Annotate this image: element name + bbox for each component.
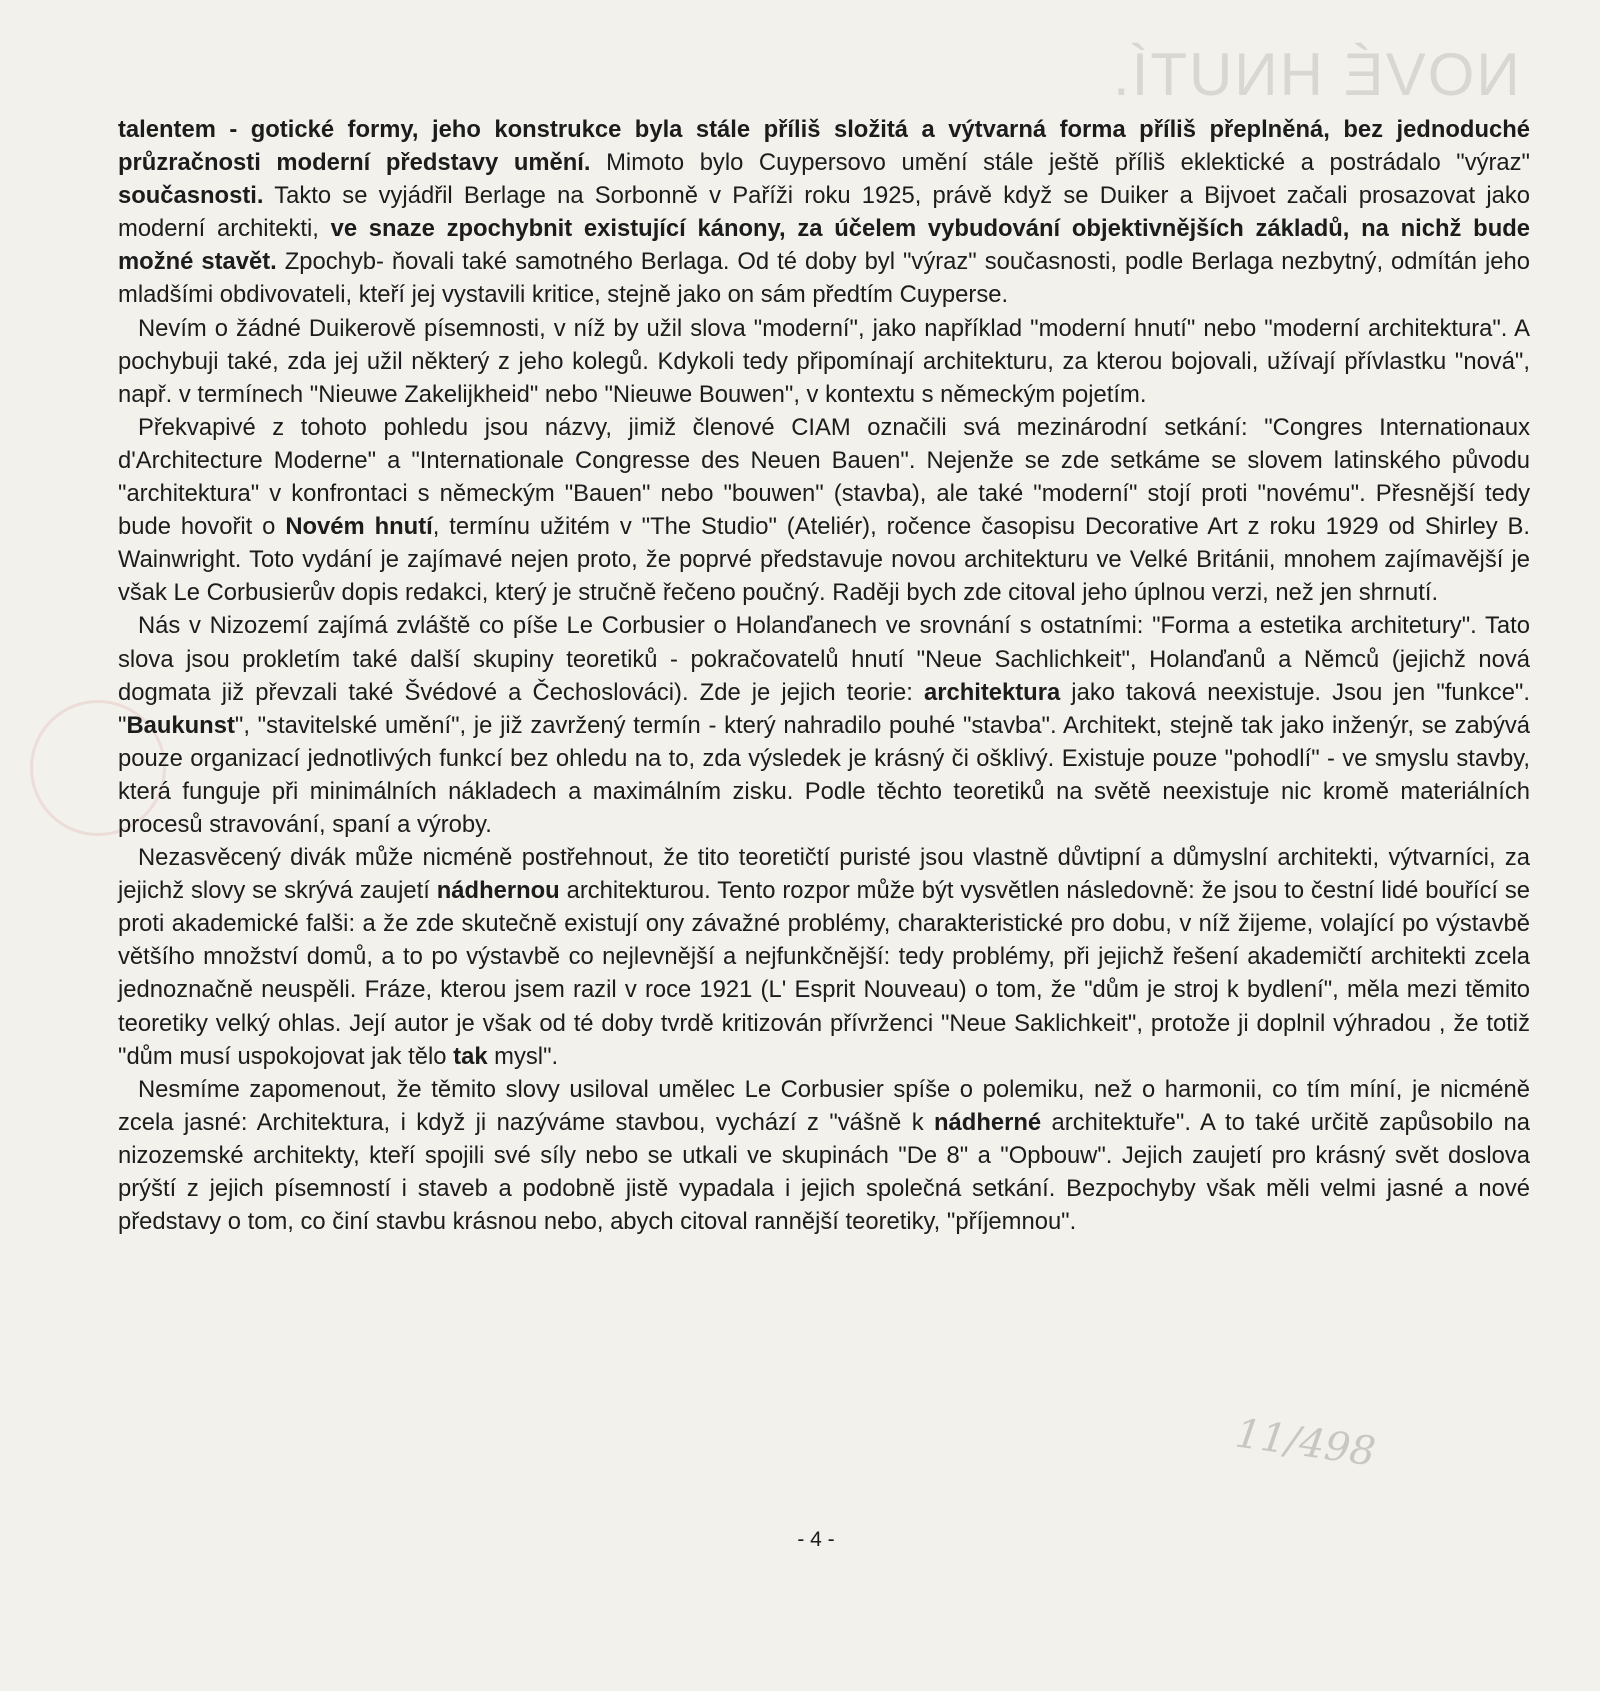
- text-run: , termínu užitém v "The Studio" (Ateliér), ročence časopisu Decorative Art z roku 1929 od Shirley B. Wainwright. Toto vydání je zajímavé nejen proto, že poprvé představuje novou architekturu ve Velké Británii, mnohem zajímavější je však Le Corbusierův dopis redakci, který je stručně řečeno poučný. Raději bych zde citoval jeho úplnou verzi, než jen shrnutí.: [118, 513, 1531, 607]
- bold-text-run: architektura: [923, 678, 1061, 706]
- text-run: Nás v Nizozemí zajímá zvláště co píše Le Corbusier o Holanďanech ve srovnání s ostatními: "Forma a estetika architetury". Tato slova jsou prokletím také další skupiny teoretiků - pokračovatelů hnutí "Neue Sachlichkeit", Holanďanů a Němců (jejichž nová dogmata již převzali také Švédové a Čechoslováci). Zde je jejich teorie:: [118, 612, 1530, 706]
- text-run: mysl".: [487, 1042, 559, 1070]
- paragraph: [118, 113, 1530, 312]
- bold-text-run: současnosti.: [118, 182, 264, 210]
- paragraph-indent: [118, 612, 138, 639]
- paragraph-indent: [118, 414, 138, 441]
- paragraph: [118, 1073, 1530, 1238]
- text-run: Nezasvěcený divák může nicméně postřehnout, že tito teoretičtí puristé jsou vlastně důvtipní a důmyslní architekti, výtvarníci, za jejichž slovy se skrývá zaujetí: [118, 844, 1530, 905]
- paragraph: [118, 841, 1530, 1073]
- paragraph-indent: [118, 1076, 138, 1103]
- handwritten-note: 11/498: [1232, 1410, 1379, 1476]
- bold-text-run: nádhernou: [436, 877, 560, 905]
- paragraph-indent: [118, 844, 138, 871]
- text-run: Mimoto bylo Cuypersovo umění stále ještě příliš eklektické a postrádalo "výraz": [590, 149, 1530, 177]
- text-run: ", "stavitelské umění", je již zavržený termín - který nahradilo pouhé "stavba". Architekt, stejně tak jako inženýr, se zabývá pouze organizací jednotlivých funkcí bez ohledu na to, zda výsledek je krásný či ošklivý. Existuje pouze "pohodlí" - ve smyslu stavby, která funguje při minimálních nákladech a maximálním zisku. Podle těchto teoretiků na světě neexistuje nic kromě materiálních procesů stravování, spaní a výroby.: [118, 711, 1530, 838]
- mirrored-title-watermark: NOVÉ HNUTÍ.: [1111, 41, 1520, 108]
- paragraph: [118, 609, 1530, 841]
- text-run: Překvapivé z tohoto pohledu jsou názvy, jimiž členové CIAM označili svá mezinárodní setkání: "Congres Internationaux d'Architecture Moderne" a "Internationale Congresse des Neuen Bauen". Nejenže se zde setkáme se slovem latinského původu "architektura" v konfrontaci s německým "Bauen" nebo "bouwen" (stavba), ale také "moderní" stojí proti "novému". Přesnější tedy bude hovořit o: [118, 413, 1530, 541]
- bold-text-run: ve snaze zpochybnit existující kánony, za účelem vybudování objektivnějších základů, na nichž bude možné stavět.: [118, 215, 1530, 276]
- bold-text-run: talentem - gotické formy, jeho konstrukce byla stále příliš složitá a výtvarná forma příliš přeplněná, bez jednoduché průzračnosti moderní představy umění.: [118, 116, 1530, 177]
- document-body: [118, 113, 1530, 1238]
- bold-text-run: nádherné: [934, 1108, 1042, 1136]
- paragraph-indent: [118, 315, 138, 342]
- page-number: - 4 -: [797, 1528, 835, 1551]
- bold-text-run: Baukunst: [126, 711, 235, 739]
- bold-text-run: Novém hnutí: [285, 513, 433, 541]
- text-run: Zpochyb- ňovali také samotného Berlaga. Od té doby byl "výraz" současnosti, podle Berlaga nezbytný, odmítán jeho mladšími obdivovateli, kteří jej vystavili kritice, stejně jako on sám předtím Cuyperse.: [118, 248, 1530, 309]
- text-run: architekturou. Tento rozpor může být vysvětlen následovně: že jsou to čestní lidé bouřící se proti akademické falši: a že zde skutečně existují ony závažné problémy, charakteristické pro dobu, v níž žijeme, volající po výstavbě většího množství domů, a to po výstavbě co nejlevnější a nejfunkčnější: tedy problémy, při jejichž řešení akademičtí architekti zcela jednoznačně neuspěli. Fráze, kterou jsem razil v roce 1921 (L' Esprit Nouveau) o tom, že "dům je stroj k bydlení", měla mezi těmito teoretiky velký ohlas. Její autor je však od té doby tvrdě kritizován přívrženci "Neue Saklichkeit", protože ji doplnil výhradou , že totiž "dům musí uspokojovat jak tělo: [118, 877, 1530, 1070]
- paragraph: [118, 312, 1530, 411]
- text-run: Nesmíme zapomenout, že těmito slovy usiloval umělec Le Corbusier spíše o polemiku, než o harmonii, co tím míní, je nicméně zcela jasné: Architektura, i když ji nazýváme stavbou, vychází z "vášně k: [118, 1075, 1530, 1136]
- bold-text-run: tak: [453, 1042, 488, 1070]
- paragraph: [118, 411, 1530, 610]
- text-run: jako taková neexistuje. Jsou jen "funkce". ": [118, 678, 1530, 739]
- text-run: architektuře". A to také určitě zapůsobilo na nizozemské architekty, kteří spojili své síly nebo se utkali ve skupinách "De 8" a "Opbouw". Jejich zaujetí pro krásný svět doslova prýští z jejich písemností i staveb a podobně jistě vypadala i jejich společná setkání. Bezpochyby však měli velmi jasné a nové představy o tom, co činí stavbu krásnou nebo, abych citoval rannější teoretiky, "příjemnou".: [118, 1108, 1530, 1236]
- text-run: Takto se vyjádřil Berlage na Sorbonně v Paříži roku 1925, právě když se Duiker a Bijvoet začali prosazovat jako moderní architekti,: [118, 182, 1530, 243]
- text-run: Nevím o žádné Duikerově písemnosti, v níž by užil slova "moderní", jako například "moderní hnutí" nebo "moderní architektura". A pochybuji také, zda jej užil některý z jeho kolegů. Kdykoli tedy připomínají architekturu, za kterou bojovali, užívají přívlastku "nová", např. v termínech "Nieuwe Zakelijkheid" nebo "Nieuwe Bouwen", v kontextu s německým pojetím.: [118, 314, 1530, 408]
